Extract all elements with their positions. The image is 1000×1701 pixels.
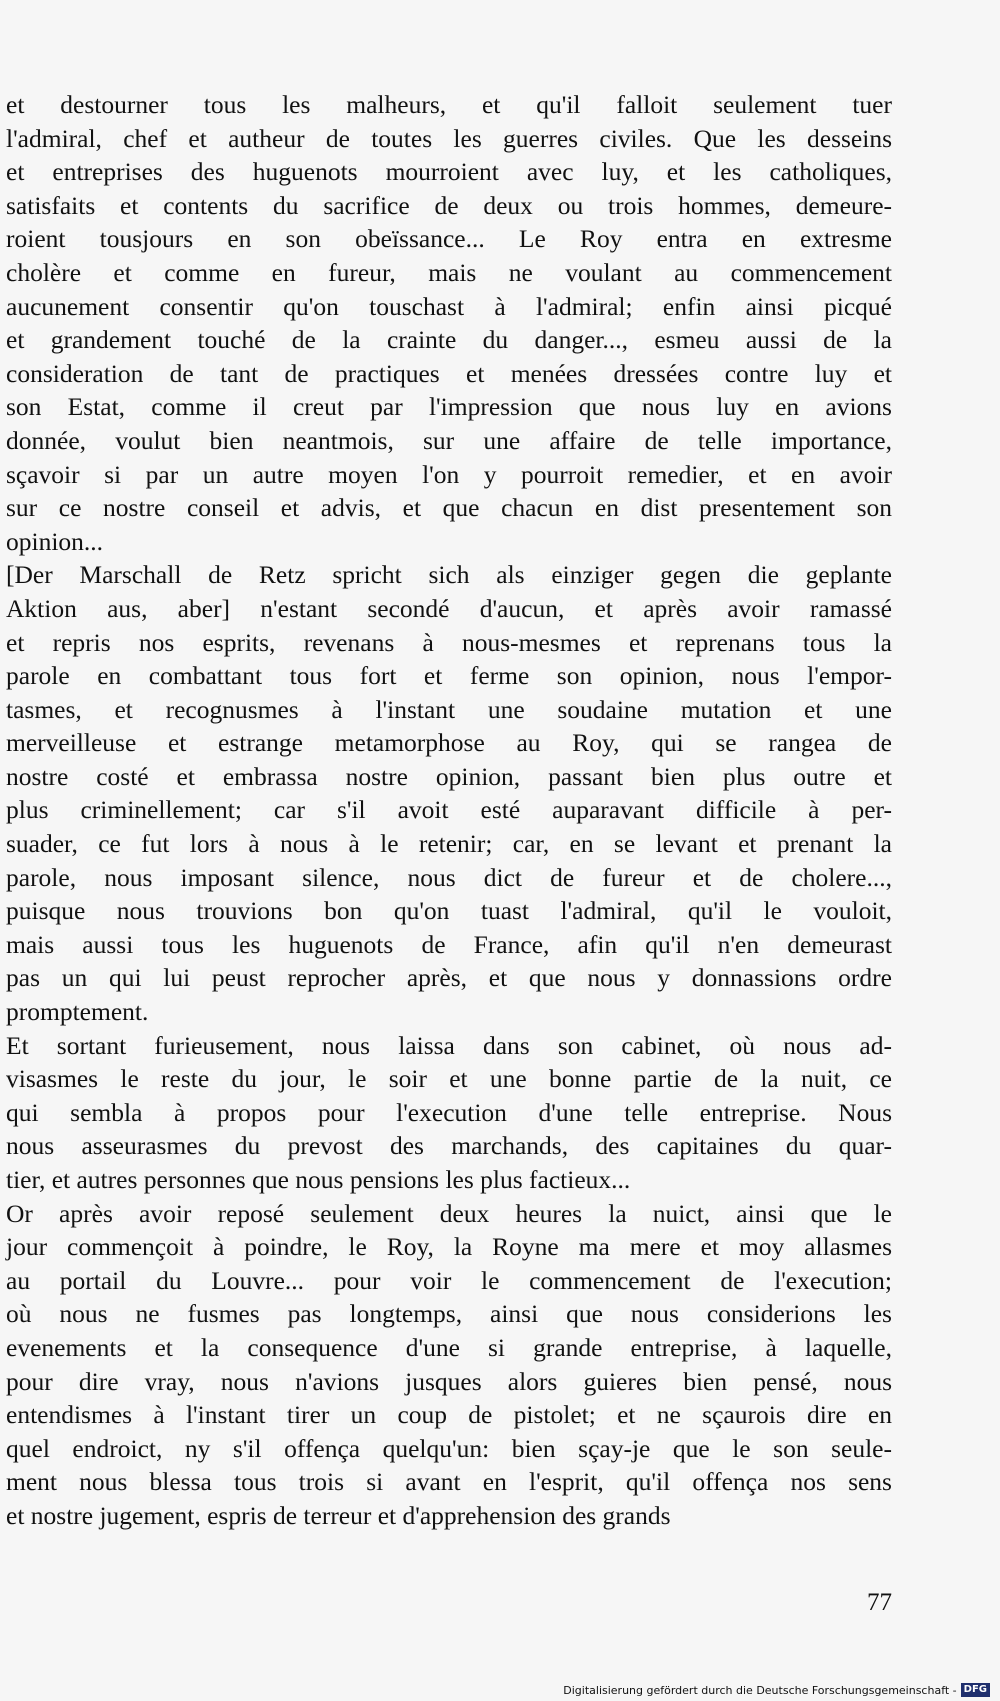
text-line: plus criminellement; car s'il avoit esté auparavant difficile à per-: [6, 795, 892, 825]
text-line: consideration de tant de practiques et menées dressées contre luy et: [6, 358, 892, 388]
text-line: nostre costé et embrassa nostre opinion, passant bien plus outre et: [6, 761, 892, 791]
text-line: et entreprises des huguenots mourroient avec luy, et les catholiques,: [6, 157, 892, 187]
text-line: donnée, voulut bien neantmois, sur une affaire de telle importance,: [6, 425, 892, 455]
text-line: pour dire vray, nous n'avions jusques alors guieres bien pensé, nous: [6, 1366, 892, 1396]
text-line: entendismes à l'instant tirer un coup de pistolet; et ne sçaurois dire en: [6, 1400, 892, 1430]
text-line: ment nous blessa tous trois si avant en l'esprit, qu'il offença nos sens: [6, 1467, 892, 1497]
text-line: cholère et comme en fureur, mais ne voulant au commencement: [6, 257, 892, 287]
text-line: jour commençoit à poindre, le Roy, la Royne ma mere et moy allasmes: [6, 1232, 892, 1262]
text-line: promptement.: [6, 997, 149, 1027]
text-line: et destourner tous les malheurs, et qu'il falloit seulement tuer: [6, 90, 892, 119]
footer-text: Digitalisierung gefördert durch die Deutsche Forschungsgemeinschaft -: [563, 1683, 957, 1697]
text-line: evenements et la consequence d'une si grande entreprise, à laquelle,: [6, 1332, 892, 1362]
text-line: puisque nous trouvions bon qu'on tuast l'admiral, qu'il le vouloit,: [6, 896, 892, 926]
text-line: [Der Marschall de Retz spricht sich als einziger gegen die geplante: [6, 560, 892, 590]
text-line: et grandement touché de la crainte du danger..., esmeu aussi de la: [6, 325, 892, 355]
text-line: Aktion aus, aber] n'estant secondé d'aucun, et après avoir ramassé: [6, 593, 892, 623]
text-line: quel endroict, ny s'il offença quelqu'un: bien sçay-je que le son seule-: [6, 1433, 892, 1463]
text-line: tier, et autres personnes que nous pensions les plus factieux...: [6, 1165, 631, 1194]
text-line: sçavoir si par un autre moyen l'on y pourroit remedier, et en avoir: [6, 459, 892, 489]
text-line: aucunement consentir qu'on touschast à l'admiral; enfin ainsi picqué: [6, 291, 892, 321]
text-line: parole, nous imposant silence, nous dict de fureur et de cholere...,: [6, 862, 892, 892]
text-line: merveilleuse et estrange metamorphose au Roy, qui se rangea de: [6, 728, 892, 758]
text-line: qui sembla à propos pour l'execution d'une telle entreprise. Nous: [6, 1097, 892, 1127]
text-line: sur ce nostre conseil et advis, et que chacun en dist presentement son: [6, 493, 892, 523]
text-line: et repris nos esprits, revenans à nous-mesmes et reprenans tous la: [6, 627, 892, 657]
text-line: Et sortant furieusement, nous laissa dans son cabinet, où nous ad-: [6, 1030, 892, 1060]
text-line: opinion...: [6, 526, 104, 556]
text-line: au portail du Louvre... pour voir le commencement de l'execution;: [6, 1265, 892, 1295]
text-line: tasmes, et recognusmes à l'instant une soudaine mutation et une: [6, 694, 892, 724]
text-line: nous asseurasmes du prevost des marchands, des capitaines du quar-: [6, 1131, 892, 1161]
text-line: mais aussi tous les huguenots de France, afin qu'il n'en demeurast: [6, 929, 892, 959]
digitization-footer: [563, 1683, 990, 1697]
text-line: pas un qui lui peust reprocher après, et que nous y donnassions ordre: [6, 963, 892, 993]
text-line: et nostre jugement, espris de terreur et d'apprehension des grands: [6, 1500, 671, 1530]
text-line: satisfaits et contents du sacrifice de deux ou trois hommes, demeure-: [6, 190, 892, 220]
body-text: [6, 88, 892, 1533]
text-line: où nous ne fusmes pas longtemps, ainsi que nous considerions les: [6, 1299, 892, 1329]
page-number: 77: [867, 1589, 892, 1616]
text-line: parole en combattant tous fort et ferme son opinion, nous l'empor-: [6, 661, 892, 691]
text-line: l'admiral, chef et autheur de toutes les guerres civiles. Que les desseins: [6, 123, 892, 153]
text-line: visasmes le reste du jour, le soir et une bonne partie de la nuit, ce: [6, 1064, 892, 1094]
text-line: suader, ce fut lors à nous à le retenir; car, en se levant et prenant la: [6, 829, 892, 859]
text-line: roient tousjours en son obeïssance... Le Roy entra en extresme: [6, 224, 892, 254]
text-line: son Estat, comme il creut par l'impression que nous luy en avions: [6, 392, 892, 422]
text-line: Or après avoir reposé seulement deux heures la nuict, ainsi que le: [6, 1198, 892, 1228]
dfg-logo: DFG: [961, 1683, 990, 1697]
